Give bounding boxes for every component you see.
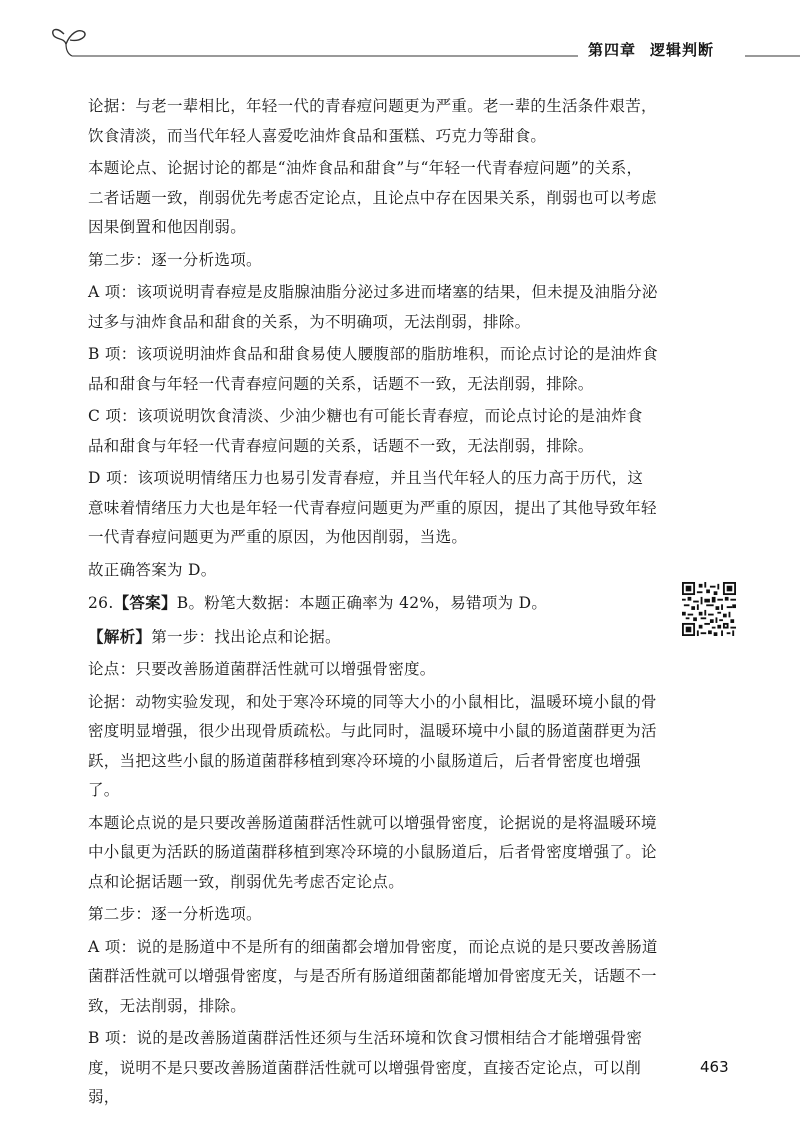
answer-tag: 【答案】 — [113, 593, 177, 612]
question-number: 26. — [88, 594, 114, 612]
analysis-line — [88, 622, 658, 653]
paragraph: B 项：说的是改善肠道菌群活性还须与生活环境和饮食习惯相结合才能增强骨密度，说明不是只要改善肠道菌群活性就可以增强骨密度，直接否定论点，可以削弱， — [88, 1029, 643, 1106]
analysis-tag: 【解析】 — [88, 626, 152, 646]
paragraph: 故正确答案为 D。 — [88, 560, 217, 579]
answer-line — [88, 588, 658, 619]
answer-text: B。粉笔大数据：本题正确率为 42%，易错项为 D。 — [176, 594, 548, 612]
page-body — [88, 92, 658, 1113]
paragraph: A 项：说的是肠道中不是所有的细菌都会增加骨密度，而论点说的是只要改善肠道菌群活性就可以增强骨密度，与是否所有肠道细菌都能增加骨密度无关，话题不一致，无法削弱，排除。 — [88, 937, 658, 1015]
paragraph: 论据：与老一辈相比，年轻一代的青春痘问题更为严重。老一辈的生活条件艰苦，饮食清淡，而当代年轻人喜爱吃油炸食品和蛋糕、巧克力等甜食。 — [88, 97, 657, 145]
paragraph: D 项：该项说明情绪压力也易引发青春痘，并且当代年轻人的压力高于历代，这意味着情绪压力大也是年轻一代青春痘问题更为严重的原因，提出了其他导致年轻一代青春痘问题更为严重的原因，为他因削弱，当选。 — [88, 469, 657, 546]
chapter-number: 第四章 — [588, 41, 637, 59]
paragraph: 第二步：逐一分析选项。 — [88, 905, 262, 923]
analysis-text: 第一步：找出论点和论据。 — [151, 627, 341, 646]
page-header — [0, 0, 800, 70]
chapter-title — [588, 39, 714, 60]
qr-code[interactable] — [682, 582, 736, 636]
paragraph: 本题论点、论据讨论的都是“油炸食品和甜食”与“年轻一代青春痘问题”的关系，二者话题一致，削弱优先考虑否定论点，且论点中存在因果关系，削弱也可以考虑因果倒置和他因削弱。 — [88, 159, 657, 236]
paragraph: 第二步：逐一分析选项。 — [88, 250, 262, 269]
paragraph: C 项：该项说明饮食清淡、少油少糖也有可能长青春痘，而论点讨论的是油炸食品和甜食与年轻一代青春痘问题的关系，话题不一致，无法削弱，排除。 — [88, 407, 643, 455]
leaf-left-icon — [53, 30, 66, 44]
leaf-right-icon — [66, 31, 85, 44]
paragraph: B 项：该项说明油炸食品和甜食易使人腰腹部的脂肪堆积，而论点讨论的是油炸食品和甜食与年轻一代青春痘问题的关系，话题不一致，无法削弱，排除。 — [88, 345, 658, 393]
paragraph: A 项：该项说明青春痘是皮脂腺油脂分泌过多进而堵塞的结果，但未提及油脂分泌过多与油炸食品和甜食的关系，为不明确项，无法削弱，排除。 — [88, 283, 658, 331]
chapter-section: 逻辑判断 — [650, 41, 715, 59]
paragraph: 本题论点说的是只要改善肠道菌群活性就可以增强骨密度，论据说的是将温暖环境中小鼠更为活跃的肠道菌群移植到寒冷环境的小鼠肠道后，后者骨密度增强了。论点和论据话题一致，削弱优先考虑否定论点。 — [88, 813, 657, 891]
paragraph: 论据：动物实验发现，和处于寒冷环境的同等大小的小鼠相比，温暖环境小鼠的骨密度明显增强，很少出现骨质疏松。与此同时，温暖环境中小鼠的肠道菌群更为活跃，当把这些小鼠的肠道菌群移植到寒冷环境的小鼠肠道后，后者骨密度也增强了。 — [88, 692, 657, 799]
paragraph: 论点：只要改善肠道菌群活性就可以增强骨密度。 — [88, 660, 436, 678]
page-number: 463 — [700, 1058, 729, 1076]
